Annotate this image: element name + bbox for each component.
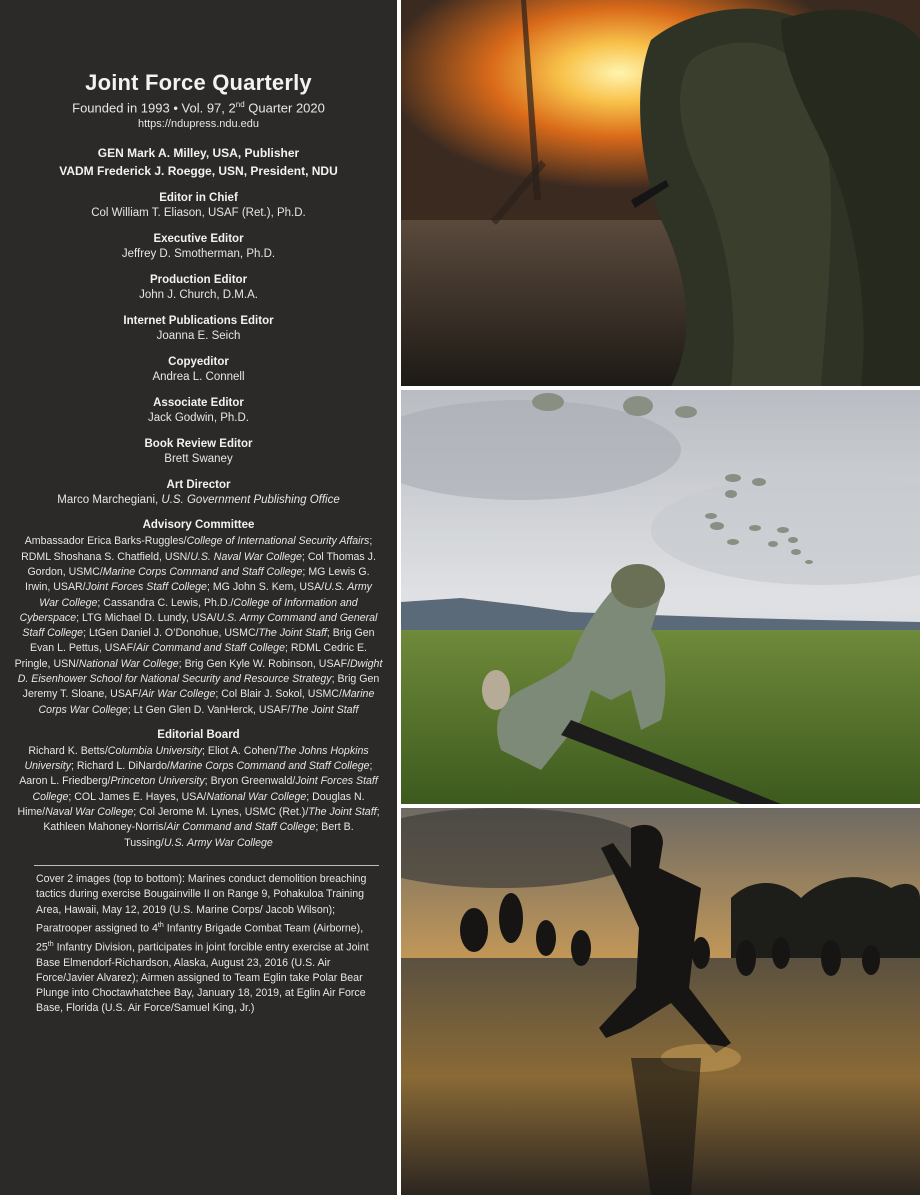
- member-name: LTG Michael D. Lundy, USA/: [82, 611, 217, 624]
- credit-role: Executive Editor: [153, 233, 244, 246]
- staff-credit: [14, 273, 383, 303]
- caption-part: Infantry Division, participates in joint forcible entry exercise at Joint Base Elmendorf-Richardson, Alaska, August 23, 2016 (U.S. Air Force/Javier Alvarez); Airmen assigned to Team Eglin take Polar Bear Plunge into Choctawhatchee Bay, January 18, 2019, at Eglin Air Force Base, Florida (U.S. Air Force/Samuel King, Jr.): [36, 941, 369, 1015]
- staff-credit: [14, 396, 383, 426]
- credit-role: Internet Publications Editor: [123, 315, 274, 328]
- member-name: Richard K. Betts/: [28, 744, 108, 757]
- caption-part: Infantry Brigade Combat Team (Airborne), 25: [36, 922, 364, 954]
- member-affiliation: Joint Forces Staff College: [32, 775, 378, 803]
- member-affiliation: Air Command and Staff College: [135, 642, 285, 655]
- member-name: Douglas N. Hime/: [17, 790, 365, 819]
- member-affiliation: The Joint Staff: [308, 806, 377, 819]
- member-affiliation: College of International Security Affairs: [186, 535, 370, 548]
- paratrooper-photo: [401, 390, 920, 804]
- member-affiliation: Air Command and Staff College: [166, 821, 316, 834]
- member-affiliation: Marine Corps Command and Staff College: [102, 565, 303, 578]
- caption-superscript: th: [47, 940, 54, 948]
- member-affiliation: U.S. Army War College: [39, 581, 372, 609]
- member-name: Bert B. Tussing/: [124, 821, 354, 849]
- credit-role: Book Review Editor: [144, 438, 253, 451]
- art-director-name: Marco Marchegiani,: [57, 494, 162, 507]
- member-affiliation: Marine Corps Command and Staff College: [169, 760, 370, 773]
- member-name: Richard L. DiNardo/: [76, 760, 170, 773]
- credit-name: Joanna E. Seich: [156, 330, 241, 343]
- staff-credit: [14, 232, 383, 262]
- publisher-line: GEN Mark A. Milley, USA, Publisher: [97, 146, 300, 161]
- member-name: Kathleen Mahoney-Norris/: [43, 821, 167, 834]
- member-affiliation: Naval War College: [45, 806, 134, 819]
- member-name: COL James E. Hayes, USA/: [74, 790, 207, 803]
- marines-explosion-photo: [401, 0, 920, 386]
- member-affiliation: Marine Corps War College: [38, 688, 375, 716]
- editorial-board-list: Richard K. Betts/Columbia University; Eliot A. Cohen/The Johns Hopkins University; Richard L. DiNardo/Marine Corps Command and Staff College; Aaron L. Friedberg/Princeton University; Bryon Greenwald/Joint Forces Staff College; COL James E. Hayes, USA/National War College; Douglas N. Hime/Naval War College; Col Jerome M. Lynes, USMC (Ret.)/The Joint Staff; Kathleen Mahoney-Norris/Air Command and Staff College; Bert B. Tussing/U.S. Army War College: [17, 744, 380, 849]
- member-affiliation: Air War College: [141, 688, 216, 701]
- member-name: Eliot A. Cohen/: [207, 744, 278, 757]
- cover-caption: [36, 872, 383, 1017]
- marines-explosion-image: [401, 0, 920, 386]
- polar-bear-plunge-image: [401, 808, 920, 1195]
- member-name: RDML Shoshana S. Chatfield, USN/: [21, 550, 191, 563]
- member-name: Col Blair J. Sokol, USMC/: [221, 688, 342, 701]
- member-name: Cassandra C. Lewis, Ph.D./: [103, 596, 234, 609]
- president-line: VADM Frederick J. Roegge, USN, President, NDU: [59, 164, 338, 179]
- staff-credit: [14, 191, 383, 221]
- member-name: Brig Gen Jeremy T. Sloane, USAF/: [22, 673, 380, 701]
- staff-list: [14, 191, 383, 467]
- credit-role: Editor in Chief: [159, 192, 238, 205]
- advisory-committee-list: Ambassador Erica Barks-Ruggles/College of International Security Affairs; RDML Shoshana S. Chatfield, USN/U.S. Naval War College; Col Thomas J. Gordon, USMC/Marine Corps Command and Staff College; MG Lewis G. Irwin, USAR/Joint Forces Staff College; MG John S. Kem, USA/U.S. Army War College; Cassandra C. Lewis, Ph.D./College of Information and Cyberspace; LTG Michael D. Lundy, USA/U.S. Army Command and General Staff College; LtGen Daniel J. O’Donohue, USMC/The Joint Staff; Brig Gen Evan L. Pettus, USAF/Air Command and Staff College; RDML Cedric E. Pringle, USN/National War College; Brig Gen Kyle W. Robinson, USAF/Dwight D. Eisenhower School for National Security and Resource Strategy; Brig Gen Jeremy T. Sloane, USAF/Air War College; Col Blair J. Sokol, USMC/Marine Corps War College; Lt Gen Glen D. VanHerck, USAF/The Joint Staff: [14, 535, 383, 716]
- art-director-credit: [14, 478, 383, 508]
- credit-role: Production Editor: [149, 274, 248, 287]
- member-name: RDML Cedric E. Pringle, USN/: [14, 642, 367, 670]
- caption-superscript: th: [157, 921, 164, 929]
- volume-suffix: Quarter 2020: [244, 100, 325, 116]
- volume-superscript: nd: [235, 100, 245, 109]
- member-name: LtGen Daniel J. O’Donohue, USMC/: [88, 627, 259, 640]
- member-name: Col Thomas J. Gordon, USMC/: [27, 550, 376, 578]
- staff-credit: [14, 437, 383, 467]
- member-name: Ambassador Erica Barks-Ruggles/: [24, 535, 187, 548]
- editorial-board-heading: Editorial Board: [157, 728, 240, 741]
- separator-dot: •: [173, 100, 178, 116]
- staff-credit: [14, 355, 383, 385]
- paratrooper-image: [401, 390, 920, 804]
- member-affiliation: The Joint Staff: [290, 703, 359, 716]
- member-affiliation: U.S. Army Command and General Staff College: [22, 611, 378, 640]
- member-name: Bryon Greenwald/: [210, 775, 296, 788]
- member-affiliation: Joint Forces Staff College: [85, 581, 207, 594]
- website-url: https://ndupress.ndu.edu: [137, 118, 260, 131]
- magazine-title: Joint Force Quarterly: [85, 70, 312, 95]
- member-affiliation: Dwight D. Eisenhower School for National Security and Resource Strategy: [17, 657, 383, 685]
- member-affiliation: College of Information and Cyberspace: [19, 596, 358, 624]
- divider: [34, 865, 379, 866]
- credit-name: Brett Swaney: [164, 453, 233, 466]
- member-name: Aaron L. Friedberg/: [19, 775, 111, 788]
- credit-name: Col William T. Eliason, USAF (Ret.), Ph.D.: [91, 207, 306, 220]
- publishers-block: [14, 144, 383, 180]
- credit-role: Art Director: [166, 479, 231, 492]
- credit-role: Copyeditor: [168, 356, 229, 369]
- member-affiliation: Princeton University: [110, 775, 205, 788]
- member-name: Brig Gen Kyle W. Robinson, USAF/: [184, 657, 351, 670]
- member-name: Col Jerome M. Lynes, USMC (Ret.)/: [139, 806, 309, 819]
- member-affiliation: U.S. Army War College: [163, 836, 273, 849]
- caption-part: Cover 2 images (top to bottom): Marines conduct demolition breaching tactics during exercise Bougainville II on Range 9, Pohakuloa Training Area, Hawaii, May 12, 2019 (U.S. Marine Corps/ Jacob Wilson); Paratrooper assigned to 4: [36, 872, 367, 935]
- member-name: MG John S. Kem, USA/: [212, 581, 325, 594]
- founded-text: Founded in 1993: [72, 100, 170, 116]
- staff-credit: [14, 314, 383, 344]
- founding-volume-line: [14, 100, 383, 115]
- member-affiliation: The Joint Staff: [258, 627, 327, 640]
- masthead-panel: [0, 0, 397, 1195]
- art-director-org: U.S. Government Publishing Office: [161, 494, 340, 507]
- credit-role: Associate Editor: [153, 397, 244, 410]
- member-affiliation: The Johns Hopkins University: [24, 744, 369, 773]
- member-affiliation: U.S. Naval War College: [190, 550, 302, 563]
- advisory-committee-heading: Advisory Committee: [142, 519, 255, 532]
- member-name: Lt Gen Glen D. VanHerck, USAF/: [133, 703, 291, 716]
- volume-prefix: Vol. 97, 2: [181, 100, 236, 116]
- member-affiliation: Columbia University: [107, 744, 202, 757]
- credit-name: John J. Church, D.M.A.: [139, 289, 258, 302]
- credit-name: Jeffrey D. Smotherman, Ph.D.: [121, 248, 276, 261]
- polar-bear-plunge-photo: [401, 808, 920, 1195]
- member-affiliation: National War College: [206, 790, 307, 803]
- member-name: MG Lewis G. Irwin, USAR/: [25, 565, 370, 594]
- credit-name: [14, 493, 383, 508]
- credit-name: Jack Godwin, Ph.D.: [148, 412, 249, 425]
- member-name: Brig Gen Evan L. Pettus, USAF/: [30, 627, 375, 655]
- credit-name: Andrea L. Connell: [152, 371, 245, 384]
- member-affiliation: National War College: [78, 657, 179, 670]
